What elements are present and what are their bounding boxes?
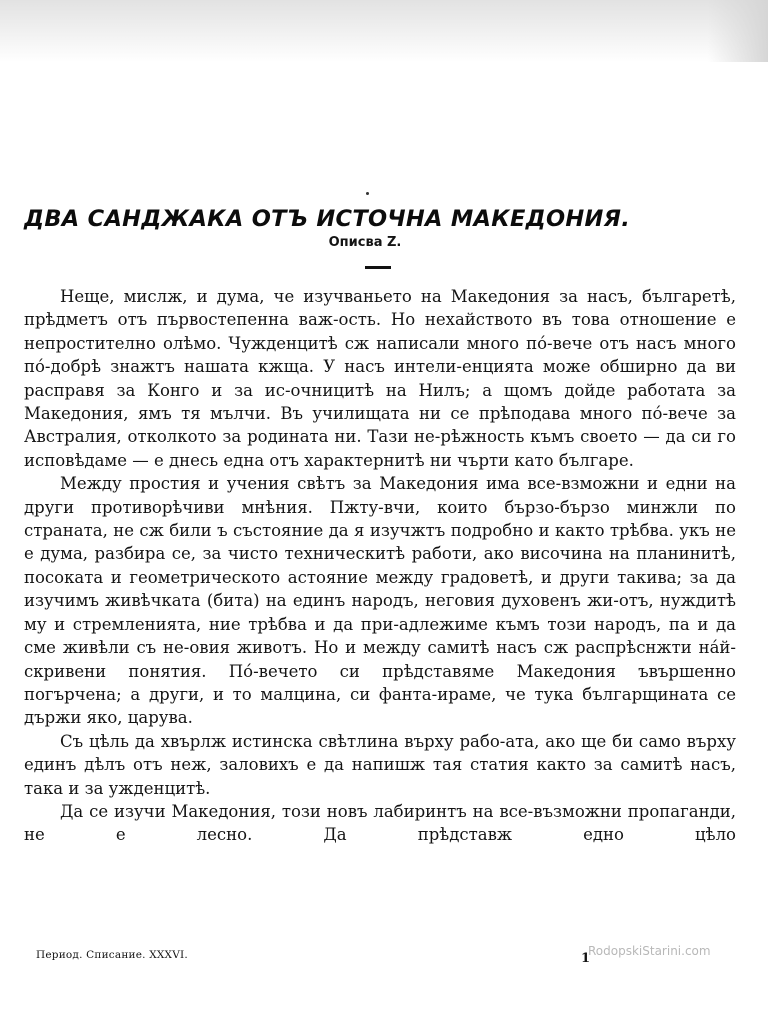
paragraph-1: Неще, мислж, и дума, че изучваньето на Македония за насъ, българетѣ, прѣдметъ отъ първостепенна важ-ость. Но нехайството въ това отношение е непростително олѣмо. Чужденцитѣ сж написали много по́-вече отъ насъ многo по́-добрѣ знажтъ нашата кжща. У насъ интели-енцията може обширно да ви расправя за Конго и за ис-очницитѣ на Нилъ; а щомъ дойде работата за Македония, ямъ тя мълчи. Въ училищата ни се прѣподава много по́-вече за Австралия, отколкото за родината ни. Тази не-рѣжность къмъ своето — да си го исповѣдаме — е днесь една отъ характернитѣ ни чърти като българе. xyxy=(24,287,736,470)
scan-top-shadow xyxy=(0,0,768,62)
title-rule xyxy=(365,266,391,269)
site-watermark: RodopskiStarini.com xyxy=(588,944,711,958)
paragraph-3: Съ цѣль да хвърлж истинска свѣтлина върху рабо-ата, ако ще би само върху единъ дѣлъ отъ неж, заловихъ е да напишж тая статия както за самитѣ насъ, така и за ужденцитѣ. xyxy=(24,731,736,798)
ink-speck xyxy=(366,192,369,195)
scan-corner-shadow xyxy=(708,0,768,62)
article xyxy=(24,200,736,847)
article-body xyxy=(24,285,736,847)
article-author: Описва Z. xyxy=(328,235,402,250)
journal-footer: Период. Списание. XXXVI. xyxy=(36,949,188,961)
paragraph-4: Да се изучи Македония, този новъ лабиринтъ на все-възможни пропаганди, не е лесно. Да прѣдставж едно цѣло xyxy=(24,801,736,845)
article-title: ДВА САНДЖАКА ОТЪ ИСТОЧНА МАКЕДОНИЯ. xyxy=(24,206,631,232)
paragraph-2: Между простия и учения свѣтъ за Македония има все-взможни и едни на други противорѣчиви мнѣния. Пжту-вчи, които бързо-бързо минжли по страната, не сж били ъ състояние да я изучжтъ подробно и както трѣбва. укъ не е дума, разбира се, за чисто техническитѣ работи, ако височина на планинитѣ, посоката и геометрическото астояние между градоветѣ, и други такива; за да изучимъ живѣчката (бита) на единъ народъ, неговия духовенъ жи-отъ, нуждитѣ му и стремленията, ние трѣбва и да при-адлежиме къмъ този народъ, па и да сме живѣли съ не-овия животъ. Но и между самитѣ насъ сж распрѣснжти на́й-скривени понятия. По́-вечето си прѣдставяме Македония ъвършенно погърчена; а други, и то малцина, си фанта-ираме, че тука българщината се държи яко, царува. xyxy=(24,474,736,728)
page-number: 1 xyxy=(581,951,591,966)
